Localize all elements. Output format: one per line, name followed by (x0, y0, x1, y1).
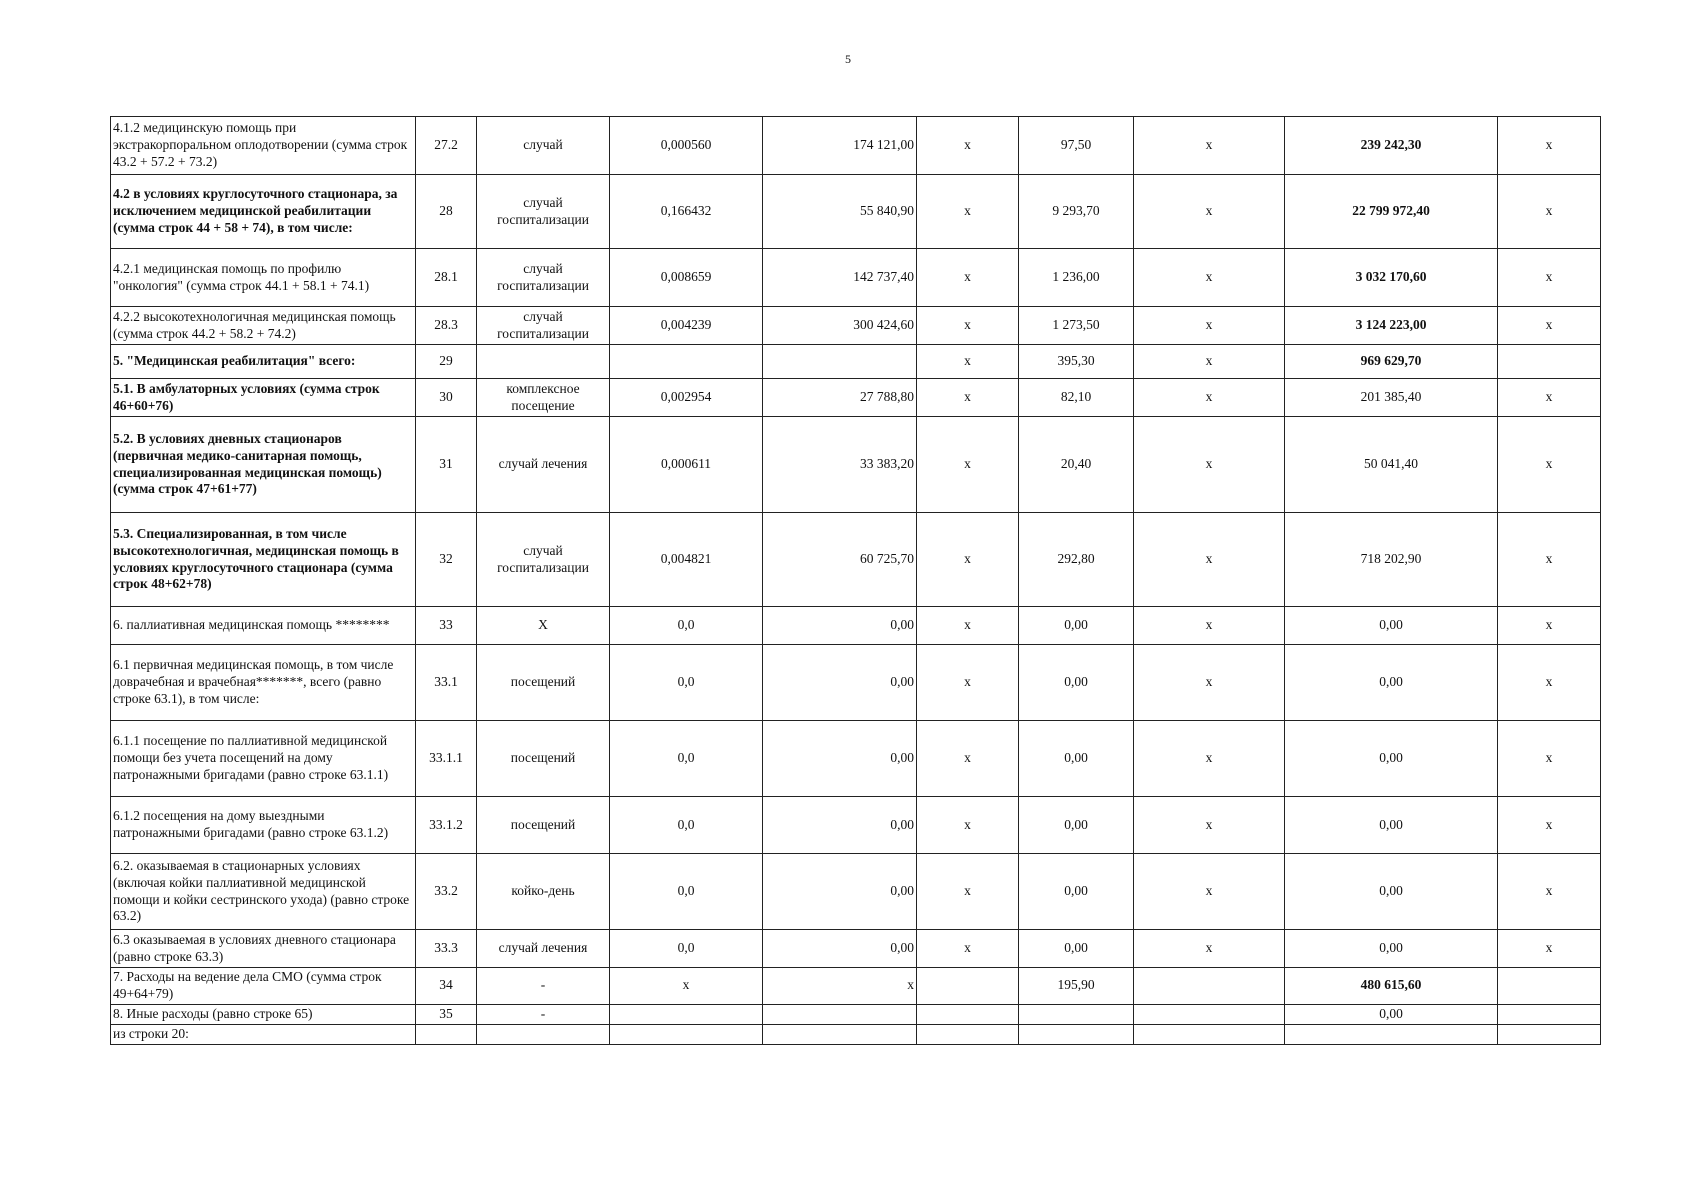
row-name-cell: 5.2. В условиях дневных стационаров (первичная медико-санитарная помощь, специализированная медицинская помощь) (сумма строк 47+61+77) (111, 417, 416, 513)
table-row (111, 930, 1601, 968)
row-name-cell: 5. "Медицинская реабилитация" всего: (111, 345, 416, 379)
unit-cell: случай госпитализации (477, 175, 610, 249)
total-cost-cell: 0,00 (1285, 645, 1498, 721)
per-capita-cell: 1 236,00 (1019, 249, 1134, 307)
row-code-cell (416, 1024, 477, 1044)
unit-cell: X (477, 607, 610, 645)
mark-cell (917, 968, 1019, 1005)
mark-cell: x (1498, 117, 1601, 175)
table-row (111, 249, 1601, 307)
row-name-cell: 7. Расходы на ведение дела СМО (сумма строк 49+64+79) (111, 968, 416, 1005)
total-cost-cell: 0,00 (1285, 854, 1498, 930)
mark-cell: x (1498, 721, 1601, 797)
mark-cell: x (1498, 607, 1601, 645)
per-capita-cell (1019, 1004, 1134, 1024)
mark-cell: x (917, 307, 1019, 345)
total-cost-cell: 0,00 (1285, 930, 1498, 968)
table-body (111, 117, 1601, 1045)
row-code-cell: 33 (416, 607, 477, 645)
volume-norm-cell: 0,0 (610, 645, 763, 721)
mark-cell (1498, 345, 1601, 379)
volume-norm-cell: 0,0 (610, 930, 763, 968)
total-cost-cell: 239 242,30 (1285, 117, 1498, 175)
financing-table (110, 116, 1601, 1045)
page-number: 5 (845, 52, 851, 66)
volume-norm-cell: 0,008659 (610, 249, 763, 307)
table-row (111, 417, 1601, 513)
row-name-cell: из строки 20: (111, 1024, 416, 1044)
total-cost-cell: 50 041,40 (1285, 417, 1498, 513)
table-row (111, 854, 1601, 930)
mark-cell (1498, 1004, 1601, 1024)
row-code-cell: 34 (416, 968, 477, 1005)
volume-norm-cell: 0,004239 (610, 307, 763, 345)
mark-cell: x (917, 513, 1019, 607)
mark-cell: x (917, 930, 1019, 968)
row-name-cell: 5.1. В амбулаторных условиях (сумма строк 46+60+76) (111, 379, 416, 417)
unit-cost-cell: 142 737,40 (763, 249, 917, 307)
mark-cell: x (1134, 175, 1285, 249)
table-row (111, 345, 1601, 379)
mark-cell: x (917, 721, 1019, 797)
mark-cell (1134, 1004, 1285, 1024)
total-cost-cell: 480 615,60 (1285, 968, 1498, 1005)
mark-cell: x (1498, 379, 1601, 417)
unit-cost-cell: 0,00 (763, 607, 917, 645)
table-row (111, 797, 1601, 854)
volume-norm-cell (610, 1024, 763, 1044)
per-capita-cell: 82,10 (1019, 379, 1134, 417)
per-capita-cell: 0,00 (1019, 645, 1134, 721)
unit-cell: случай госпитализации (477, 513, 610, 607)
mark-cell: x (1134, 117, 1285, 175)
unit-cost-cell: 0,00 (763, 645, 917, 721)
row-name-cell: 6.2. оказываемая в стационарных условиях (включая койки паллиативной медицинской помощи и койки сестринского ухода) (равно строке 63.2) (111, 854, 416, 930)
row-name-cell: 8. Иные расходы (равно строке 65) (111, 1004, 416, 1024)
total-cost-cell: 3 124 223,00 (1285, 307, 1498, 345)
table-row (111, 307, 1601, 345)
total-cost-cell: 201 385,40 (1285, 379, 1498, 417)
unit-cost-cell: 33 383,20 (763, 417, 917, 513)
per-capita-cell: 0,00 (1019, 854, 1134, 930)
unit-cell: комплексное посещение (477, 379, 610, 417)
per-capita-cell: 395,30 (1019, 345, 1134, 379)
row-code-cell: 33.1 (416, 645, 477, 721)
unit-cell: случай госпитализации (477, 307, 610, 345)
total-cost-cell: 718 202,90 (1285, 513, 1498, 607)
table-row (111, 721, 1601, 797)
row-name-cell: 6.1.1 посещение по паллиативной медицинской помощи без учета посещений на дому патронажными бригадами (равно строке 63.1.1) (111, 721, 416, 797)
unit-cell: посещений (477, 721, 610, 797)
volume-norm-cell: 0,000611 (610, 417, 763, 513)
mark-cell: x (1134, 417, 1285, 513)
table-row (111, 607, 1601, 645)
unit-cost-cell: 0,00 (763, 797, 917, 854)
mark-cell (1134, 1024, 1285, 1044)
unit-cell (477, 345, 610, 379)
per-capita-cell: 0,00 (1019, 607, 1134, 645)
mark-cell: x (917, 797, 1019, 854)
unit-cost-cell: 300 424,60 (763, 307, 917, 345)
unit-cost-cell: 0,00 (763, 721, 917, 797)
row-code-cell: 33.1.1 (416, 721, 477, 797)
mark-cell: x (1498, 417, 1601, 513)
mark-cell (1498, 1024, 1601, 1044)
unit-cell: случай (477, 117, 610, 175)
mark-cell: x (1498, 175, 1601, 249)
unit-cell: случай лечения (477, 930, 610, 968)
row-code-cell: 28.3 (416, 307, 477, 345)
table-row (111, 379, 1601, 417)
table-row (111, 117, 1601, 175)
per-capita-cell: 9 293,70 (1019, 175, 1134, 249)
unit-cell: случай лечения (477, 417, 610, 513)
mark-cell: x (1498, 645, 1601, 721)
unit-cell: посещений (477, 797, 610, 854)
per-capita-cell: 1 273,50 (1019, 307, 1134, 345)
mark-cell (1498, 968, 1601, 1005)
mark-cell: x (917, 249, 1019, 307)
row-name-cell: 6. паллиативная медицинская помощь ******** (111, 607, 416, 645)
mark-cell: x (917, 854, 1019, 930)
row-name-cell: 4.2.1 медицинская помощь по профилю "онкология" (сумма строк 44.1 + 58.1 + 74.1) (111, 249, 416, 307)
unit-cell: - (477, 1004, 610, 1024)
per-capita-cell: 97,50 (1019, 117, 1134, 175)
row-name-cell: 5.3. Специализированная, в том числе высокотехнологичная, медицинская помощь в условиях круглосуточного стационара (сумма строк 48+62+78) (111, 513, 416, 607)
mark-cell: x (917, 645, 1019, 721)
row-code-cell: 28 (416, 175, 477, 249)
per-capita-cell: 195,90 (1019, 968, 1134, 1005)
row-code-cell: 27.2 (416, 117, 477, 175)
row-name-cell: 6.1.2 посещения на дому выездными патронажными бригадами (равно строке 63.1.2) (111, 797, 416, 854)
row-code-cell: 33.1.2 (416, 797, 477, 854)
volume-norm-cell: 0,0 (610, 797, 763, 854)
row-name-cell: 4.2 в условиях круглосуточного стационара, за исключением медицинской реабилитации (сумма строк 44 + 58 + 74), в том числе: (111, 175, 416, 249)
row-name-cell: 4.2.2 высокотехнологичная медицинская помощь (сумма строк 44.2 + 58.2 + 74.2) (111, 307, 416, 345)
mark-cell: x (917, 117, 1019, 175)
total-cost-cell: 22 799 972,40 (1285, 175, 1498, 249)
unit-cell: койко-день (477, 854, 610, 930)
mark-cell: x (1498, 249, 1601, 307)
row-code-cell: 35 (416, 1004, 477, 1024)
volume-norm-cell: 0,166432 (610, 175, 763, 249)
volume-norm-cell: 0,0 (610, 607, 763, 645)
mark-cell (917, 1004, 1019, 1024)
table-row (111, 175, 1601, 249)
row-name-cell: 6.3 оказываемая в условиях дневного стационара (равно строке 63.3) (111, 930, 416, 968)
row-code-cell: 31 (416, 417, 477, 513)
volume-norm-cell: 0,004821 (610, 513, 763, 607)
mark-cell: x (1498, 513, 1601, 607)
row-name-cell: 6.1 первичная медицинская помощь, в том числе доврачебная и врачебная*******, всего (равно строке 63.1), в том числе: (111, 645, 416, 721)
total-cost-cell: 0,00 (1285, 721, 1498, 797)
table-row (111, 1024, 1601, 1044)
volume-norm-cell (610, 1004, 763, 1024)
per-capita-cell: 20,40 (1019, 417, 1134, 513)
mark-cell: x (917, 175, 1019, 249)
volume-norm-cell: 0,000560 (610, 117, 763, 175)
volume-norm-cell: 0,0 (610, 721, 763, 797)
unit-cost-cell: 174 121,00 (763, 117, 917, 175)
mark-cell: x (1134, 854, 1285, 930)
volume-norm-cell: 0,002954 (610, 379, 763, 417)
total-cost-cell: 0,00 (1285, 797, 1498, 854)
row-code-cell: 30 (416, 379, 477, 417)
mark-cell: x (917, 379, 1019, 417)
unit-cell (477, 1024, 610, 1044)
per-capita-cell: 292,80 (1019, 513, 1134, 607)
total-cost-cell: 969 629,70 (1285, 345, 1498, 379)
mark-cell: x (1134, 513, 1285, 607)
row-code-cell: 33.2 (416, 854, 477, 930)
mark-cell: x (917, 417, 1019, 513)
mark-cell: x (917, 607, 1019, 645)
mark-cell: x (1134, 379, 1285, 417)
mark-cell: x (1134, 607, 1285, 645)
mark-cell: x (1498, 930, 1601, 968)
row-code-cell: 29 (416, 345, 477, 379)
table-row (111, 645, 1601, 721)
row-code-cell: 28.1 (416, 249, 477, 307)
unit-cost-cell: 27 788,80 (763, 379, 917, 417)
mark-cell: x (917, 345, 1019, 379)
unit-cell: случай госпитализации (477, 249, 610, 307)
mark-cell: x (1498, 797, 1601, 854)
unit-cost-cell: 55 840,90 (763, 175, 917, 249)
per-capita-cell: 0,00 (1019, 721, 1134, 797)
volume-norm-cell: x (610, 968, 763, 1005)
table-row (111, 513, 1601, 607)
unit-cost-cell: 60 725,70 (763, 513, 917, 607)
mark-cell: x (1134, 797, 1285, 854)
unit-cell: посещений (477, 645, 610, 721)
total-cost-cell: 0,00 (1285, 607, 1498, 645)
unit-cost-cell: 0,00 (763, 930, 917, 968)
mark-cell (1134, 968, 1285, 1005)
mark-cell: x (1498, 307, 1601, 345)
row-code-cell: 32 (416, 513, 477, 607)
per-capita-cell: 0,00 (1019, 797, 1134, 854)
mark-cell: x (1134, 249, 1285, 307)
row-name-cell: 4.1.2 медицинскую помощь при экстракорпоральном оплодотворении (сумма строк 43.2 + 57.2 + 73.2) (111, 117, 416, 175)
mark-cell: x (1498, 854, 1601, 930)
mark-cell: x (1134, 721, 1285, 797)
mark-cell: x (1134, 930, 1285, 968)
unit-cell: - (477, 968, 610, 1005)
table-row (111, 1004, 1601, 1024)
per-capita-cell: 0,00 (1019, 930, 1134, 968)
mark-cell: x (1134, 345, 1285, 379)
volume-norm-cell (610, 345, 763, 379)
mark-cell (917, 1024, 1019, 1044)
table-row (111, 968, 1601, 1005)
per-capita-cell (1019, 1024, 1134, 1044)
mark-cell: x (1134, 645, 1285, 721)
unit-cost-cell: 0,00 (763, 854, 917, 930)
volume-norm-cell: 0,0 (610, 854, 763, 930)
mark-cell: x (1134, 307, 1285, 345)
unit-cost-cell (763, 1024, 917, 1044)
unit-cost-cell (763, 345, 917, 379)
row-code-cell: 33.3 (416, 930, 477, 968)
total-cost-cell (1285, 1024, 1498, 1044)
unit-cost-cell (763, 1004, 917, 1024)
total-cost-cell: 3 032 170,60 (1285, 249, 1498, 307)
total-cost-cell: 0,00 (1285, 1004, 1498, 1024)
unit-cost-cell: x (763, 968, 917, 1005)
